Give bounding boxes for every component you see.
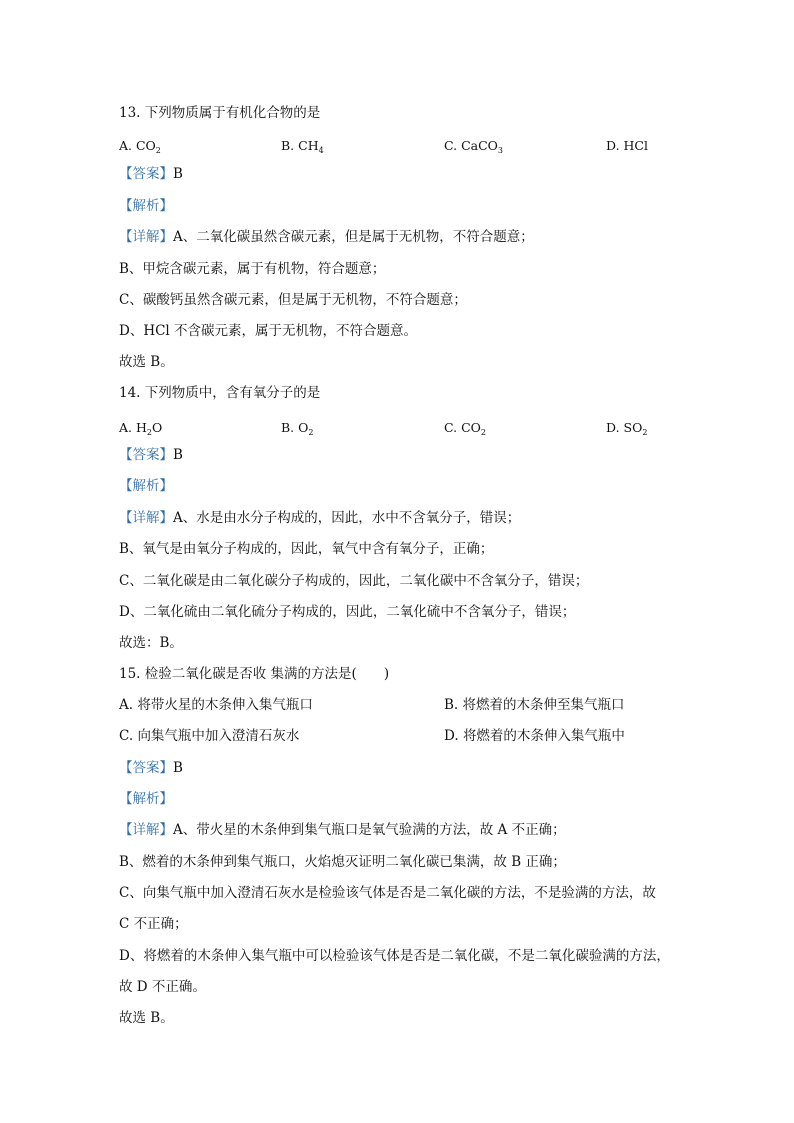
answer-value: B	[173, 447, 183, 463]
answer-value: B	[173, 166, 183, 182]
conclusion: 故选 B。	[119, 354, 174, 370]
analysis-tag: 【解析】	[119, 198, 173, 214]
detail-line: D、将燃着的木条伸入集气瓶中可以检验该气体是否是二氧化碳，不是二氧化碳验满的方法，	[119, 948, 670, 964]
detail-line: C、向集气瓶中加入澄清石灰水是检验该气体是否是二氧化碳的方法，不是验满的方法，故	[119, 885, 656, 901]
conclusion: 故选 B。	[119, 1010, 174, 1026]
option-d: D. $SO_2$	[606, 420, 648, 437]
detail-line: 故 D 不正确。	[119, 979, 206, 995]
detail-line: D、二氧化硫由二氧化硫分子构成的，因此，二氧化硫中不含氧分子，错误；	[119, 604, 576, 620]
answer-line	[119, 164, 183, 184]
option-b: B. $O_2$	[281, 420, 314, 437]
answer-line	[119, 758, 183, 778]
detail-line: B、甲烷含碳元素，属于有机物，符合题意；	[119, 261, 386, 277]
option-a: A. $CO_2$	[119, 138, 161, 155]
option-d: D. 将燃着的木条伸入集气瓶中	[444, 728, 625, 744]
option-b: B. 将燃着的木条伸至集气瓶口	[444, 697, 625, 713]
detail-tag: 【详解】	[119, 822, 173, 838]
detail-line: 【详解】A、带火星的木条伸到集气瓶口是氧气验满的方法，故 A 不正确；	[119, 822, 566, 838]
detail-tag: 【详解】	[119, 510, 173, 526]
detail-line: 【详解】A、水是由水分子构成的，因此，水中不含氧分子，错误；	[119, 510, 521, 526]
conclusion: 故选：B。	[119, 635, 183, 651]
detail-line: D、HCl 不含碳元素，属于无机物，不符合题意。	[119, 323, 418, 339]
detail-line: B、氧气是由氧分子构成的，因此，氧气中含有氧分子，正确；	[119, 541, 494, 557]
option-b: B. $CH_4$	[281, 138, 324, 155]
detail-line: C 不正确；	[119, 916, 188, 932]
answer-line	[119, 445, 183, 465]
analysis-tag: 【解析】	[119, 478, 173, 494]
detail-tag: 【详解】	[119, 229, 173, 245]
option-c: C. CaCO$_3$	[444, 138, 504, 155]
question-14-stem: 14. 下列物质中，含有氧分子的是	[119, 385, 321, 401]
question-15-stem: 15. 检验二氧化碳是否收 集满的方法是( )	[119, 666, 390, 682]
option-c: C. $CO_2$	[444, 420, 486, 437]
answer-tag: 【答案】	[119, 760, 173, 776]
question-13-stem: 13. 下列物质属于有机化合物的是	[119, 105, 321, 121]
answer-value: B	[173, 760, 183, 776]
detail-line: 【详解】A、二氧化碳虽然含碳元素，但是属于无机物，不符合题意；	[119, 229, 534, 245]
detail-line: B、燃着的木条伸到集气瓶口，火焰熄灭证明二氧化碳已集满，故 B 正确；	[119, 854, 566, 870]
answer-tag: 【答案】	[119, 166, 173, 182]
option-c: C. 向集气瓶中加入澄清石灰水	[119, 728, 300, 744]
option-d: D. HCl	[606, 138, 648, 153]
option-a: A. 将带火星的木条伸入集气瓶口	[119, 697, 313, 713]
detail-line: C、二氧化碳是由二氧化碳分子构成的，因此，二氧化碳中不含氧分子，错误；	[119, 573, 589, 589]
analysis-tag: 【解析】	[119, 791, 173, 807]
option-a: A. $H_2O$	[119, 420, 163, 437]
detail-line: C、碳酸钙虽然含碳元素，但是属于无机物，不符合题意；	[119, 292, 467, 308]
answer-tag: 【答案】	[119, 447, 173, 463]
